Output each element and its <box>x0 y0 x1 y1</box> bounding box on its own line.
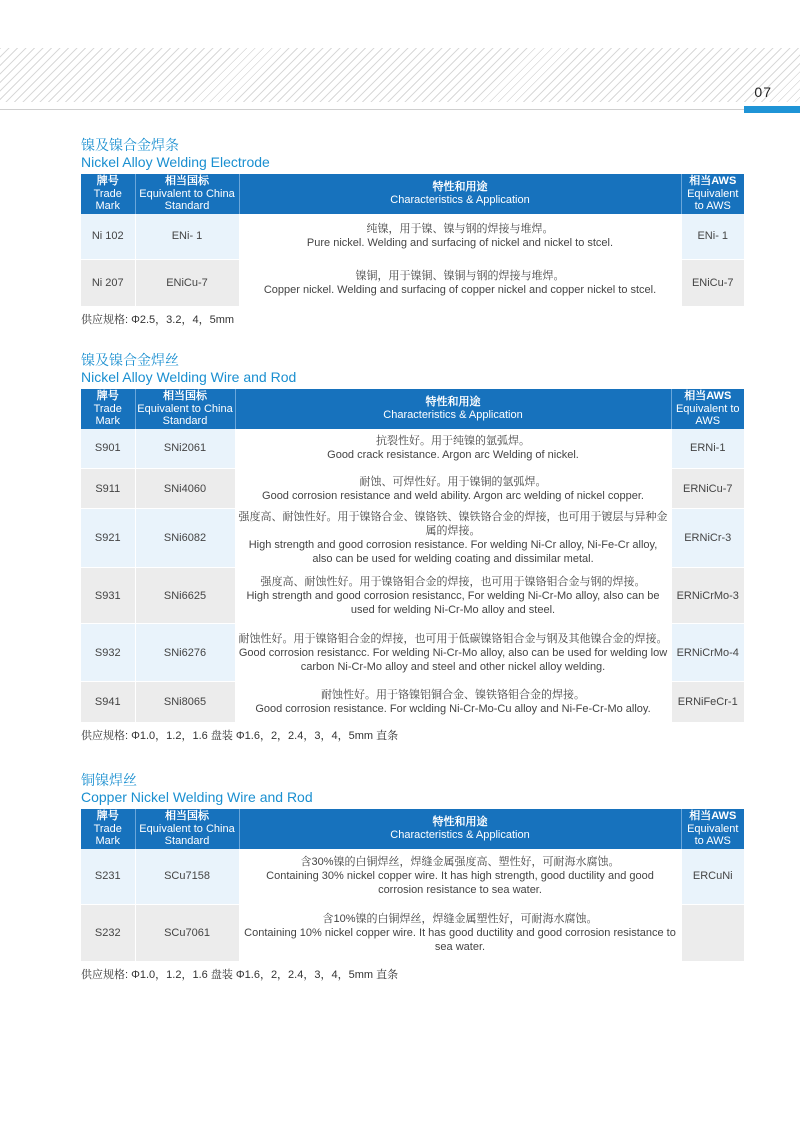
table-header-row <box>81 174 744 214</box>
page-number: 07 <box>754 84 772 100</box>
cell-china-standard: SNi2061 <box>135 429 235 469</box>
cell-aws: ENiCu-7 <box>681 260 744 306</box>
cell-trade-mark: S921 <box>81 509 135 568</box>
section-title-cn: 铜镍焊丝 <box>81 772 137 788</box>
table-row <box>81 214 744 260</box>
cell-aws: ERNiFeCr-1 <box>671 682 744 722</box>
cell-china-standard: SNi6625 <box>135 568 235 624</box>
header-trade-mark: 牌号 Trade Mark <box>81 809 135 849</box>
cell-description: 镍铜，用于镍铜、镍铜与钢的焊接与堆焊。 Copper nickel. Welding and surfacing of copper nickel and copper nickel to stcel. <box>239 260 681 306</box>
cell-china-standard: SCu7158 <box>135 849 239 905</box>
cell-trade-mark: Ni 102 <box>81 214 135 260</box>
table-row <box>81 682 744 722</box>
table-row <box>81 469 744 509</box>
header-aws: 相当AWS Equivalent to AWS <box>681 809 744 849</box>
cell-trade-mark: S901 <box>81 429 135 469</box>
supply-spec: 供应规格: Φ2.5，3.2，4，5mm <box>81 313 235 326</box>
section-title-cn: 镍及镍合金焊丝 <box>81 352 179 368</box>
header-divider <box>0 109 744 110</box>
table-row <box>81 849 744 905</box>
section-title-en: Nickel Alloy Welding Wire and Rod <box>81 369 297 385</box>
table-header-row <box>81 809 744 849</box>
electrode-table <box>81 174 744 306</box>
header-china-standard: 相当国标 Equivalent to China Standard <box>135 809 239 849</box>
cell-aws: ERNiCrMo-3 <box>671 568 744 624</box>
cell-china-standard: SNi8065 <box>135 682 235 722</box>
header-aws: 相当AWS Equivalent to AWS <box>681 174 744 214</box>
table-row <box>81 624 744 682</box>
cell-description: 强度高、耐蚀性好。用于镍铬钼合金的焊接，也可用于镍铬钼合金与钢的焊接。 High strength and good corrosion resistancc, For welding Ni-Cr-Mo alloy, also can be used for welding Ni-Cr-Mo alloy and steel. <box>235 568 671 624</box>
table-row <box>81 905 744 961</box>
table-row <box>81 429 744 469</box>
cell-china-standard: ENi- 1 <box>135 214 239 260</box>
cell-aws <box>681 905 744 961</box>
cell-aws: ERNiCu-7 <box>671 469 744 509</box>
cell-trade-mark: S941 <box>81 682 135 722</box>
table-row <box>81 260 744 306</box>
table-row <box>81 568 744 624</box>
section-copper-nickel-wire <box>81 772 744 982</box>
cell-aws: ERNiCrMo-4 <box>671 624 744 682</box>
copper-nickel-table <box>81 809 744 961</box>
section-title-en: Nickel Alloy Welding Electrode <box>81 154 270 170</box>
header-accent-bar <box>744 106 800 113</box>
cell-description: 耐蚀、可焊性好。用于镍铜的氩弧焊。 Good corrosion resistance and weld ability. Argon arc welding of nickel copper. <box>235 469 671 509</box>
header-hatch-band <box>0 48 800 102</box>
supply-spec: 供应规格: Φ1.0，1.2，1.6 盘装 Φ1.6，2，2.4，3，4，5mm 直条 <box>81 968 399 981</box>
header-characteristics: 特性和用途 Characteristics & Application <box>239 809 681 849</box>
cell-description: 纯镍，用于镍、镍与钢的焊接与堆焊。 Pure nickel. Welding and surfacing of nickel and nickel to stcel. <box>239 214 681 260</box>
header-aws: 相当AWS Equivalent to AWS <box>671 389 744 429</box>
cell-trade-mark: S932 <box>81 624 135 682</box>
cell-aws: ERNiCr-3 <box>671 509 744 568</box>
cell-description: 强度高、耐蚀性好。用于镍铬合金、镍铬铁、镍铁铬合金的焊接，也可用于镀层与异种金属的焊接。 High strength and good corrosion resistance. For welding Ni-Cr alloy, Ni-Fe-Cr alloy, also can be used for welding coating and dissimilar metal. <box>235 509 671 568</box>
header-trade-mark: 牌号 Trade Mark <box>81 174 135 214</box>
cell-china-standard: SCu7061 <box>135 905 239 961</box>
cell-description: 耐蚀性好。用于镍铬钼合金的焊接，也可用于低碳镍铬钼合金与钢及其他镍合金的焊接。 Good corrosion resistancc. For welding Ni-Cr-Mo alloy, also can be used for welding low carbon Ni-Cr-Mo alloy and steel and other nickel alloy welding. <box>235 624 671 682</box>
cell-china-standard: SNi6276 <box>135 624 235 682</box>
table-header-row <box>81 389 744 429</box>
cell-aws: ENi- 1 <box>681 214 744 260</box>
cell-description: 耐蚀性好。用于铬镍铝铜合金、镍铁铬钼合金的焊接。 Good corrosion resistance. For wclding Ni-Cr-Mo-Cu alloy and Ni-Fe-Cr-Mo alloy. <box>235 682 671 722</box>
header-characteristics: 特性和用途 Characteristics & Application <box>235 389 671 429</box>
header-trade-mark: 牌号 Trade Mark <box>81 389 135 429</box>
wire-table <box>81 389 744 722</box>
cell-trade-mark: S911 <box>81 469 135 509</box>
cell-description: 含30%镍的白铜焊丝，焊缝金属强度高、塑性好，可耐海水腐蚀。 Containing 30% nickel copper wire. It has high strength, good ductility and good corrosion resistance to sea water. <box>239 849 681 905</box>
cell-china-standard: SNi4060 <box>135 469 235 509</box>
cell-trade-mark: S931 <box>81 568 135 624</box>
cell-china-standard: SNi6082 <box>135 509 235 568</box>
section-title-cn: 镍及镍合金焊条 <box>81 137 179 153</box>
supply-spec: 供应规格: Φ1.0，1.2，1.6 盘装 Φ1.6，2，2.4，3，4，5mm 直条 <box>81 729 399 742</box>
section-nickel-wire <box>81 352 744 743</box>
header-china-standard: 相当国标 Equivalent to China Standard <box>135 174 239 214</box>
section-title-en: Copper Nickel Welding Wire and Rod <box>81 789 313 805</box>
cell-trade-mark: S232 <box>81 905 135 961</box>
table-row <box>81 509 744 568</box>
cell-trade-mark: Ni 207 <box>81 260 135 306</box>
section-nickel-electrode <box>81 137 744 327</box>
cell-description: 抗裂性好。用于纯镍的氩弧焊。 Good crack resistance. Argon arc Welding of nickel. <box>235 429 671 469</box>
cell-trade-mark: S231 <box>81 849 135 905</box>
cell-description: 含10%镍的白铜焊丝，焊缝金属塑性好，可耐海水腐蚀。 Containing 10% nickel copper wire. It has good ductility and good corrosion resistance to sea water. <box>239 905 681 961</box>
cell-aws: ERCuNi <box>681 849 744 905</box>
header-characteristics: 特性和用途 Characteristics & Application <box>239 174 681 214</box>
cell-china-standard: ENiCu-7 <box>135 260 239 306</box>
header-china-standard: 相当国标 Equivalent to China Standard <box>135 389 235 429</box>
cell-aws: ERNi-1 <box>671 429 744 469</box>
